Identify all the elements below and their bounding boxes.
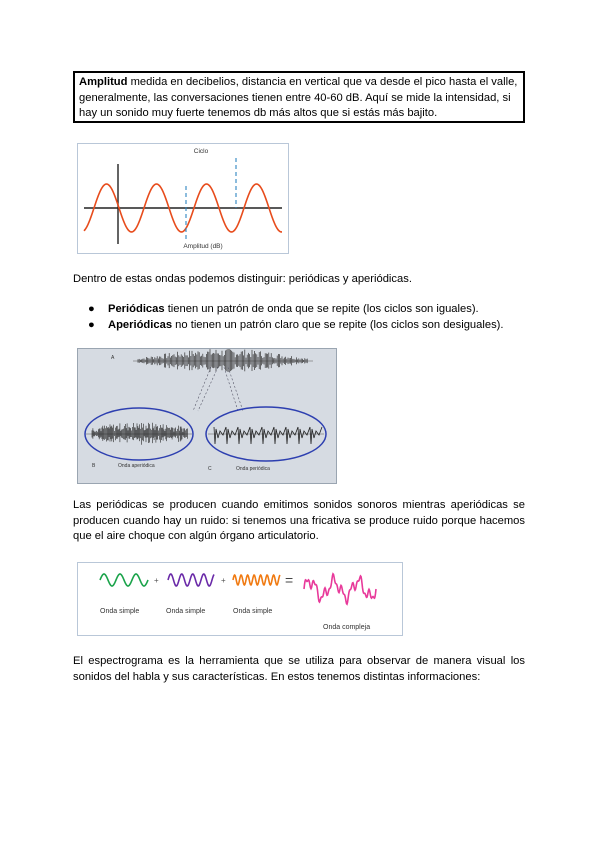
simple-wave-3 [233,575,280,585]
equals-sign: = [285,572,294,588]
bullet-text: no tienen un patrón claro que se repite (los ciclos son desiguales). [172,319,504,331]
caption-aperiodic: Onda aperiódica [118,463,155,469]
bullet-periodic [88,301,528,317]
bullet-aperiodic [88,317,528,333]
simple-wave-label: Onda simple [166,608,206,615]
label-c: C [208,466,212,472]
wave-types-list [88,301,528,333]
bullet-text: tienen un patrón de onda que se repite (los ciclos son iguales). [164,303,479,315]
intro-paragraph: Dentro de estas ondas podemos distinguir: periódicas y aperiódicas. [73,273,412,285]
bullet-dot-icon: ● [88,319,95,331]
complex-wave-label: Onda compleja [323,624,371,631]
periodic-explanation-paragraph: Las periódicas se producen cuando emitimos sonidos sonoros mientras aperiódicas se producen cuando hay un ruido: si tenemos una fricativa se produce ruido porque hacemos que el aire choque con algún órgano articulatorio. [73,499,525,542]
complex-wave-figure [77,562,403,636]
complex-wave [304,574,376,604]
plus-sign: + [221,576,226,585]
simple-wave-2 [168,574,214,586]
complex-wave-diagram [78,563,402,635]
bullet-term: Aperiódicas [108,319,173,331]
waveform-comparison-image [78,349,336,483]
spectrogram-paragraph: El espectrograma es la herramienta que se utiliza para observar de manera visual los sonidos del habla y sus características. En estos tenemos distintas informaciones: [73,655,525,683]
bullet-term: Periódicas [108,303,165,315]
waveform-comparison-figure [77,348,337,484]
cycle-label: Ciclo [193,148,209,155]
label-a: A [111,355,115,361]
definition-term: Amplitud [79,76,128,88]
sine-wave-figure [77,143,289,254]
plus-sign: + [154,576,159,585]
simple-wave-label: Onda simple [233,608,273,615]
definition-text: medida en decibelios, distancia en vertical que va desde el pico hasta el valle, generalmente, las conversaciones tienen entre 40-60 dB. Aquí se mide la intensidad, si hay un sonido muy fuerte tenemos db más altos que si estás más bajito. [79,76,518,119]
sine-wave-diagram [78,144,288,253]
caption-periodic: Onda periódica [236,466,270,472]
amplitude-definition-box [73,71,525,123]
simple-wave-label: Onda simple [100,608,140,615]
amplitude-label: Amplitud (dB) [183,243,223,250]
simple-wave-1 [100,574,148,586]
label-b: B [92,463,96,469]
bullet-dot-icon: ● [88,303,95,315]
